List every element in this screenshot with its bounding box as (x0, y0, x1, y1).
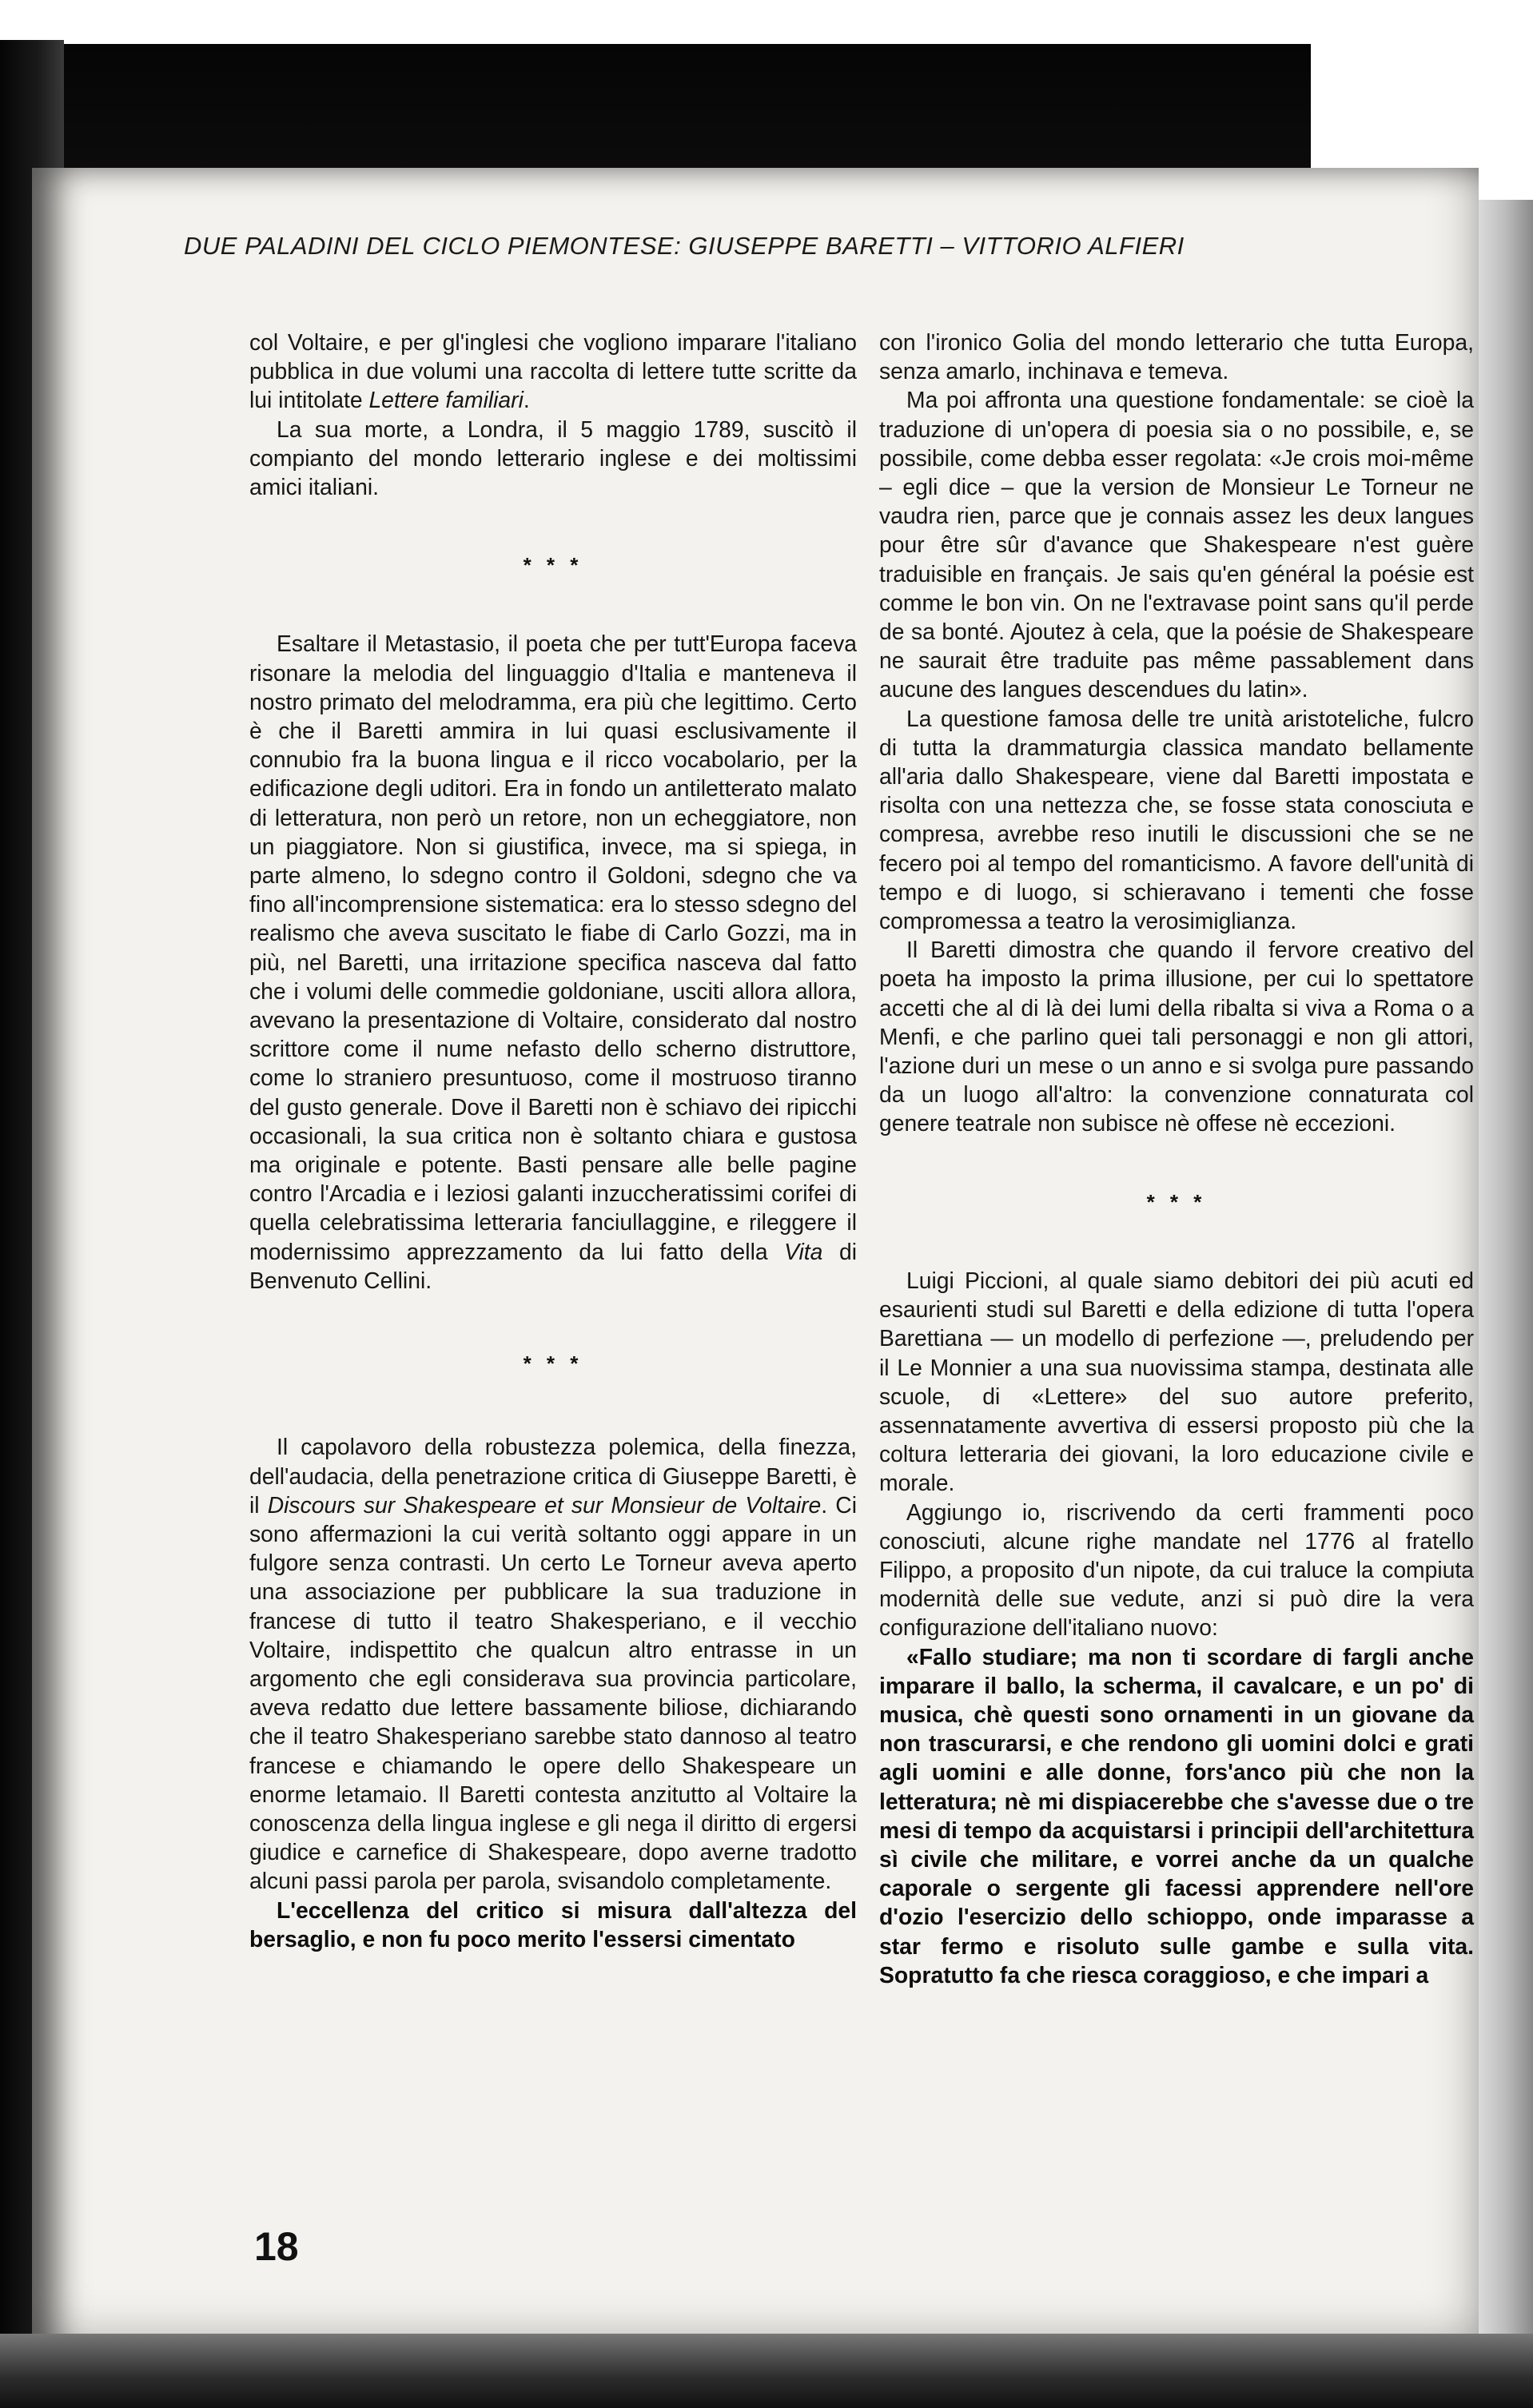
section-separator: * * * (1146, 1189, 1207, 1214)
paragraph-text: . Ci sono affermazioni la cui verità soltanto oggi appare in un fulgore senza contrasti. Un certo Le Torneur aveva aperto una associazione per pubblicare la sua traduzione in francese di tutto il teatro Shakesperiano, e il vecchio Voltaire, indispettito che qualcun altro entrasse in un argomento che egli considerava sua provincia particolare, aveva redatto due lettere bassamente biliose, dichiarando che il teatro Shakesperiano sarebbe stato dannoso al teatro francese e chiamando le opere dello Shakespeare un enorme letamaio. Il Baretti contesta anzitutto al Voltaire la conoscenza della lingua inglese e gli nega il diritto di ergersi giudice e carnefice di Shakespeare, dopo averne tradotto alcuni passi parola per parola, svisandolo completamente. (249, 1491, 857, 1894)
paragraph: Luigi Piccioni, al quale siamo debitori dei più acuti ed esaurienti studi sul Baretti e della edizione di tutta l'opera Barettiana — un modello di perfezione —, preludendo per il Le Monnier a una sua nuovissima stampa, destinata alle scuole, di «Lettere» del suo autore preferito, assennatamente avvertiva di essersi proposto più che la coltura letteraria dei giovani, la loro educazione civile e morale. (879, 1267, 1474, 1496)
paragraph: L'eccellenza del critico si misura dall'altezza del bersaglio, e non fu poco merito l'essersi cimentato (249, 1897, 857, 1952)
italic-title: Vita (784, 1238, 823, 1264)
italic-title: Lettere familiari (368, 387, 524, 413)
paragraph: La sua morte, a Londra, il 5 maggio 1789, suscitò il compianto del mondo letterario inglese e dei moltissimi amici italiani. (249, 416, 857, 500)
paragraph: Ma poi affronta una questione fondamentale: se cioè la traduzione di un'opera di poesia sia o no possibile, e, se possibile, come debba esser regolata: «Je crois moi-même – egli dice – que la version de Monsieur Le Torneur ne vaudra rien, parce que je connais assez les deux langues pour être sûr d'avance que Shakespeare n'est guère traduisible en français. Je sais qu'en général la poésie est comme le bon vin. On ne l'extravase point sans qu'il perde de sa bonté. Ajoutez à cela, que la poésie de Shakespeare ne saurait être traduite pas même passablement dans aucune des langues descendues du latin». (879, 387, 1474, 702)
paragraph: con l'ironico Golia del mondo letterario che tutta Europa, senza amarlo, inchinava e temeva. (879, 329, 1474, 384)
quotation: «Fallo studiare; ma non ti scordare di fargli anche imparare il ballo, la scherma, il cavalcare, e un po' di musica, chè questi sono ornamenti in un giovane da non trascurarsi, e che rendono gli uomini dolci e grati agli uomini e alle donne, fors'anco più che non la letteratura; nè mi dispiacerebbe che s'avesse due o tre mesi di tempo da acquistarsi i principii dell'architettura sì civile che militare, e vorrei anche da un qualche caporale o sergente gli facessi apprendere nell'ore d'ozio l'esercizio dello schioppo, onde imparasse a star fermo e risoluto sulle gambe e sulla vita. Sopratutto fa che riesca coraggioso, e che impari a (879, 1643, 1474, 1988)
paragraph-text: Esaltare il Metastasio, il poeta che per tutt'Europa faceva risonare la melodia del linguaggio d'Italia e manteneva il nostro primato del melodramma, era più che legittimo. Certo è che il Baretti ammira in lui quasi esclusivamente il connubio fra la buona lingua e il ricco vocabolario, per la edificazione degli uditori. Era in fondo un antiletterato malato di letteratura, non però un retore, non un echeggiatore, non un piaggiatore. Non si giustifica, invece, ma si spiega, in parte almeno, lo sdegno contro il Goldoni, sdegno che va fino all'incomprensione sistematica: era lo stesso sdegno del realismo che aveva suscitato le fiabe di Carlo Gozzi, ma in più, nel Baretti, una irritazione specifica nasceva dal fatto che i volumi delle commedie goldoniane, usciti allora allora, avevano la presentazione di Voltaire, considerato dal nostro scrittore come il nume nefasto dello scherno distruttore, come lo straniero presuntuoso, come il mostruoso tiranno del gusto generale. Dove il Baretti non è schiavo dei ripicchi occasionali, la sua critica non è soltanto chiara e gustosa ma originale e potente. Basti pensare alle belle pagine contro l'Arcadia e i leziosi galanti inzuccheratissimi corifei di quella celebratissima letteraria fanciullaggine, e rileggere il modernissimo apprezzamento da lui fatto della (249, 631, 857, 1264)
paragraph-text: col Voltaire, e per gl'inglesi che vogliono imparare l'italiano pubblica in due volumi una raccolta di lettere tutte scritte da lui intitolate (249, 329, 857, 413)
section-separator: * * * (523, 553, 583, 578)
paragraph: Aggiungo io, riscrivendo da certi frammenti poco conosciuti, alcune righe mandate nel 1776 al fratello Filippo, a proposito d'un nipote, da cui traluce la compiuta modernità delle sue vedute, anzi si può dire la vera configurazione dell'italiano nuovo: (879, 1499, 1474, 1641)
paragraph: La questione famosa delle tre unità aristoteliche, fulcro di tutta la drammaturgia classica mandato bellamente all'aria dallo Shakespeare, viene dal Baretti impostata e risolta con una nettezza che, se fosse stata conosciuta e compresa, avrebbe reso inutili le discussioni che se ne fecero poi al tempo del romanticismo. A favore dell'unità di tempo e di luogo, si schieravano i tementi che fosse compromessa a teatro la verosimiglianza. (879, 705, 1474, 934)
right-column (879, 328, 1474, 1989)
page-number: 18 (254, 2224, 299, 2269)
paragraph-text: di Benvenuto Cellini. (249, 1238, 857, 1293)
scanner-shadow-bottom (0, 2334, 1533, 2408)
paragraph-text: Il capolavoro della robustezza polemica, della finezza, dell'audacia, della penetrazione critica di Giuseppe Baretti, è il (249, 1434, 857, 1518)
left-column (249, 328, 857, 1953)
italic-title: Discours sur Shakespeare et sur Monsieur de Voltaire (267, 1491, 822, 1518)
paragraph (249, 1432, 857, 1895)
section-separator: * * * (523, 1351, 583, 1376)
paragraph-text: . (523, 387, 530, 413)
paragraph: Il Baretti dimostra che quando il fervore creativo del poeta ha imposto la prima illusione, per cui lo spettatore accetti che al di là dei lumi della ribalta si viva a Roma o a Menfi, e che parlino quei tali personaggi e non gli attori, l'azione duri un mese o un anno e si svolga pure passando da un luogo all'altro: la convenzione connaturata col genere teatrale non subisce nè offese nè eccezioni. (879, 937, 1474, 1136)
running-head: DUE PALADINI DEL CICLO PIEMONTESE: GIUSEPPE BARETTI – VITTORIO ALFIERI (184, 232, 1185, 260)
paragraph (249, 328, 857, 415)
paragraph (249, 629, 857, 1295)
